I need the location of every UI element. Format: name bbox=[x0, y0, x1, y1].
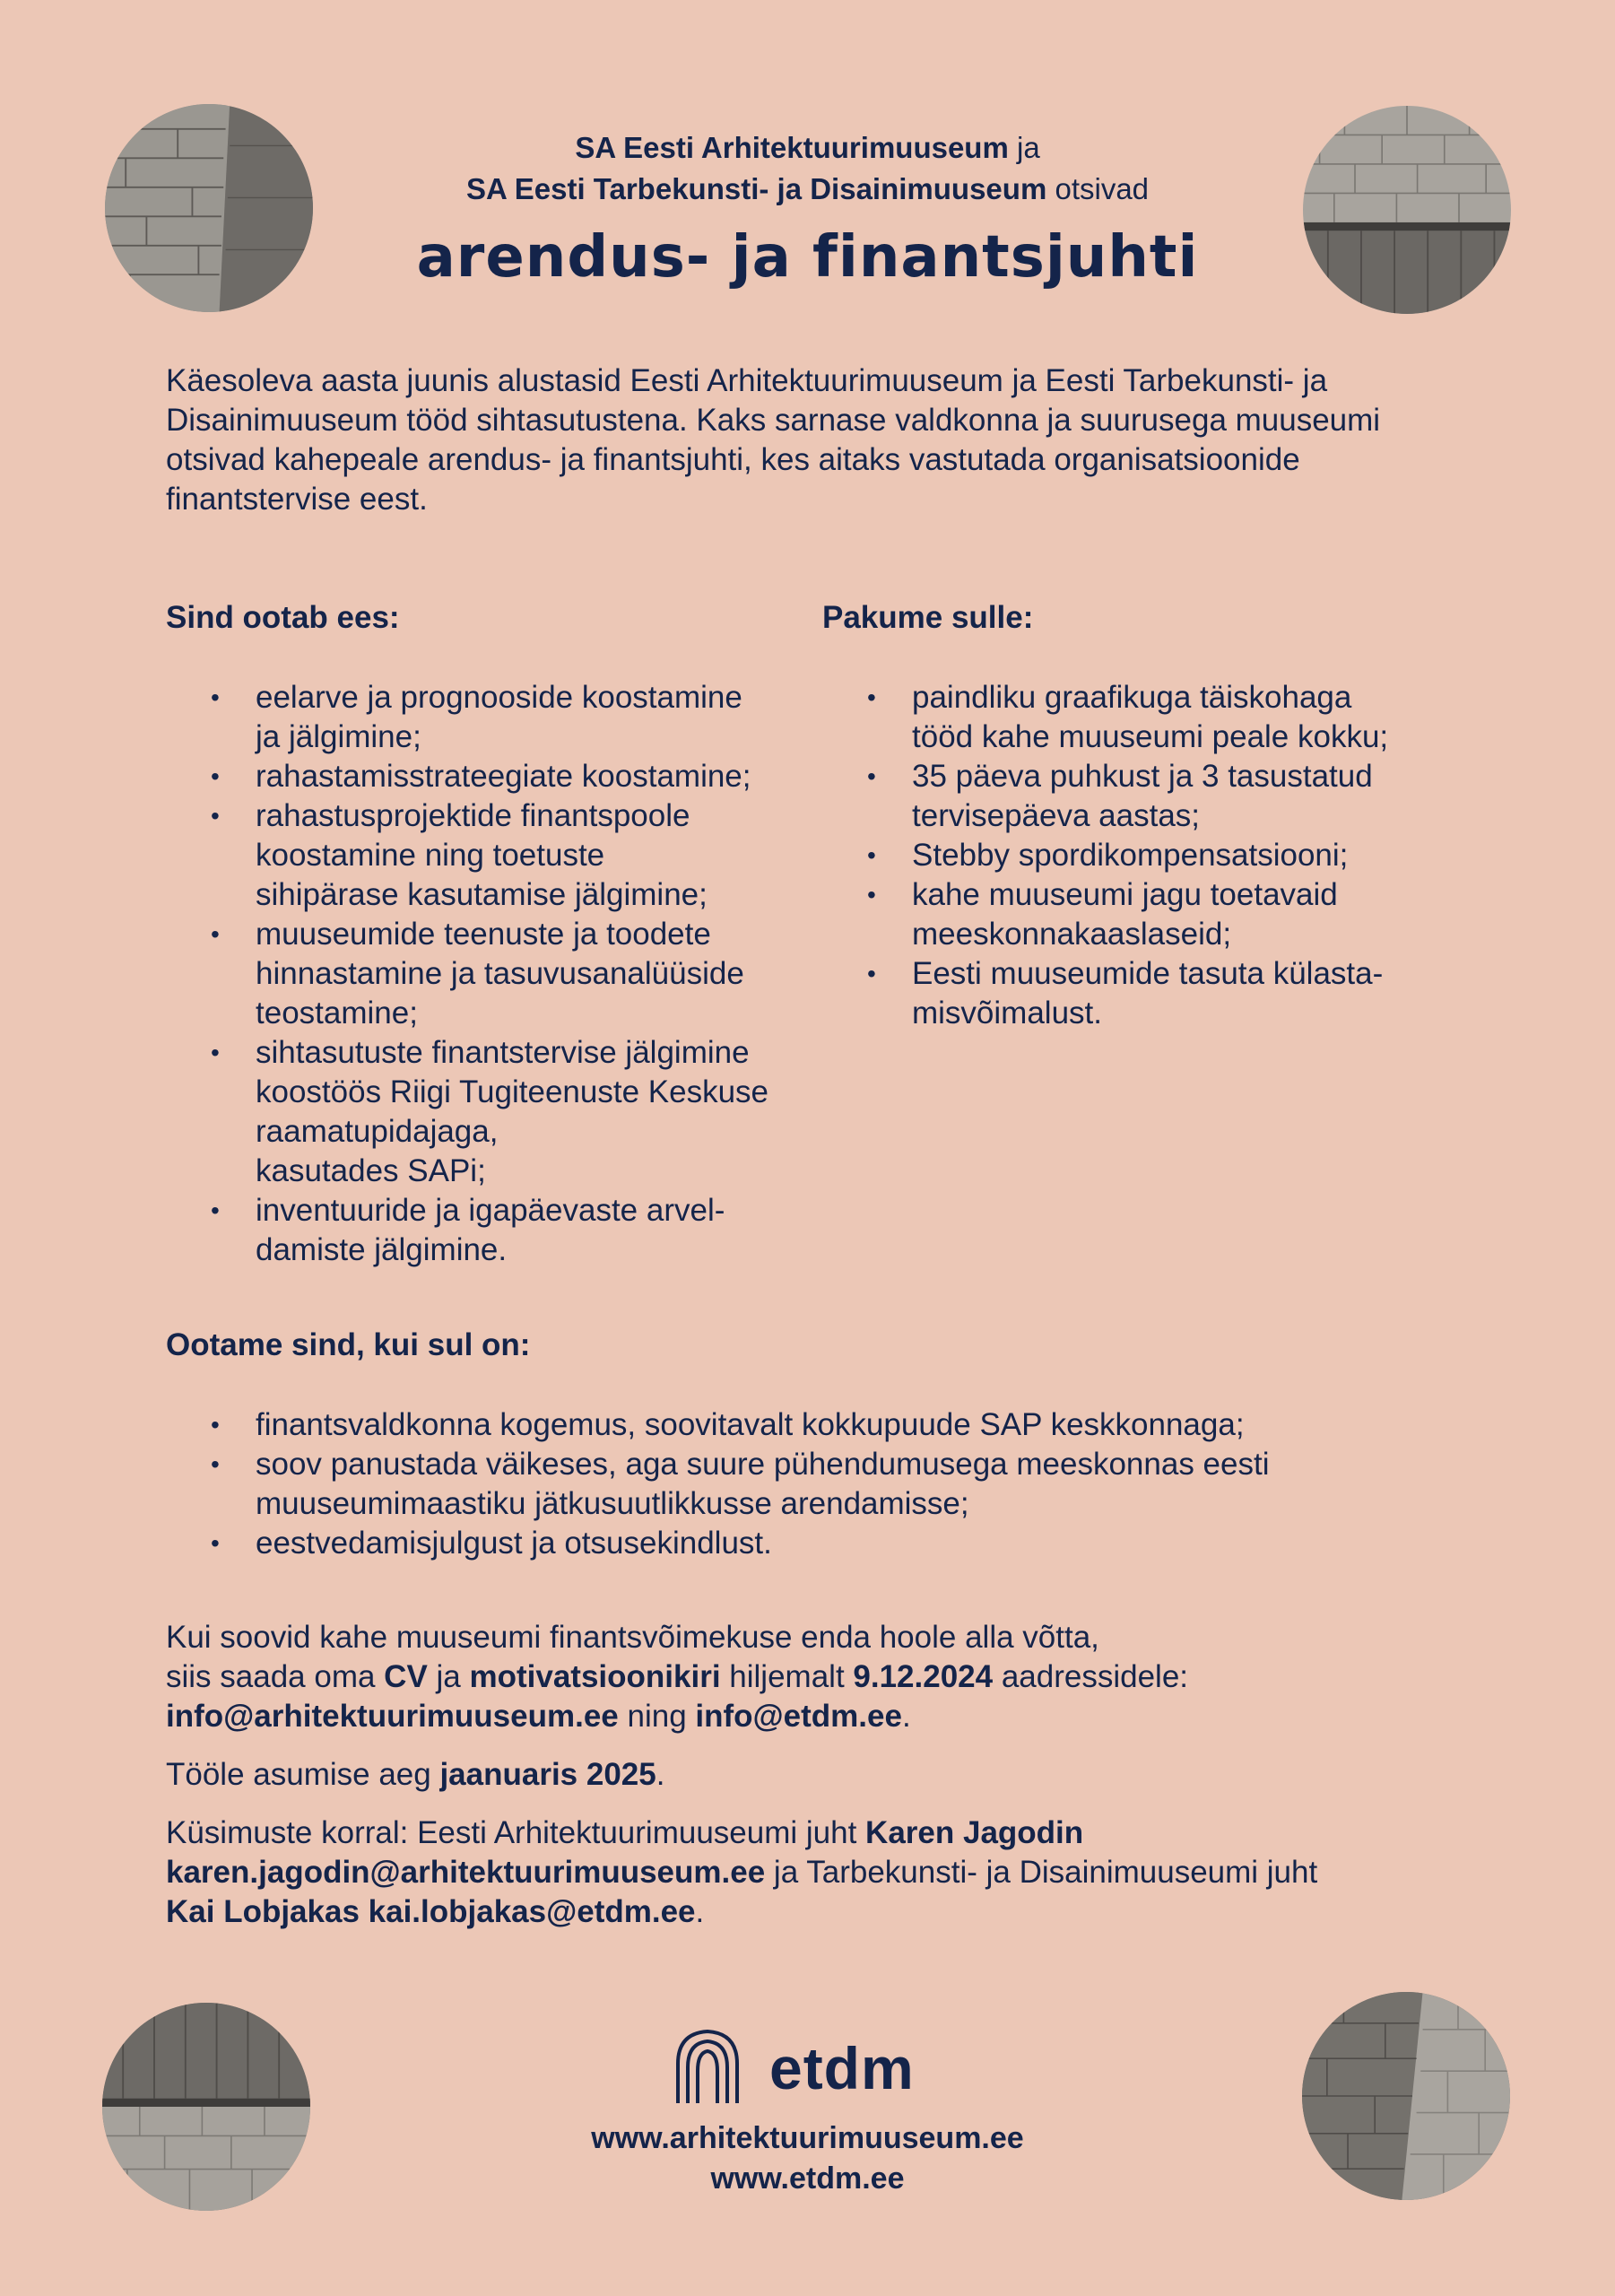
requirements-list bbox=[166, 1405, 1457, 1563]
contact-text: Küsimuste korral: Eesti Arhitektuurimuuseumi juht bbox=[166, 1815, 866, 1850]
offer-list bbox=[822, 678, 1468, 1033]
offer-title: Pakume sulle: bbox=[822, 600, 1034, 635]
header-line-2 bbox=[0, 169, 1615, 210]
url-link-etdm[interactable]: www.etdm.ee bbox=[710, 2161, 905, 2196]
duties-list bbox=[166, 678, 812, 1270]
arch-icon bbox=[674, 2028, 741, 2109]
header-conjunction: ja bbox=[1008, 131, 1040, 164]
start-date: jaanuaris 2025 bbox=[439, 1757, 656, 1792]
start-text: Tööle asumise aeg bbox=[166, 1757, 440, 1792]
contact-name-2: Kai Lobjakas bbox=[166, 1894, 360, 1929]
contact-email-link-1[interactable]: karen.jagodin@arhitektuurimuuseum.ee bbox=[166, 1855, 766, 1890]
logo-wordmark: etdm bbox=[769, 2035, 915, 2101]
list-item: • eelarve ja prognooside koostamine ja jälgimine; bbox=[166, 678, 812, 757]
apply-text: ja bbox=[427, 1659, 470, 1694]
email-link-arhitektuurimuuseum[interactable]: info@arhitektuurimuuseum.ee bbox=[166, 1699, 619, 1734]
apply-paragraph bbox=[166, 1618, 1457, 1736]
start-date-paragraph bbox=[166, 1755, 1457, 1795]
cv-label: CV bbox=[384, 1659, 428, 1694]
list-item: • kahe muuseumi jagu toetavaid meeskonnakaaslaseid; bbox=[822, 875, 1468, 954]
list-item: • eestvedamisjulgust ja otsusekindlust. bbox=[166, 1524, 1457, 1563]
list-item: • rahastusprojektide finantspoole koostamine ning toetuste sihipärase kasutamise jälgimine; bbox=[166, 796, 812, 915]
requirements-title: Ootame sind, kui sul on: bbox=[166, 1327, 531, 1362]
org-name-2: SA Eesti Tarbekunsti- ja Disainimuuseum bbox=[465, 172, 1047, 205]
contact-text: ja Tarbekunsti- ja Disainimuuseumi juht bbox=[765, 1855, 1318, 1890]
apply-text: hiljemalt bbox=[720, 1659, 854, 1694]
org-name-1: SA Eesti Arhitektuurimuuseum bbox=[575, 131, 1009, 164]
apply-text: Kui soovid kahe muuseumi finantsvõimekuse enda hoole alla võtta, bbox=[166, 1620, 1099, 1655]
header-verb: otsivad bbox=[1046, 172, 1150, 205]
start-text: . bbox=[656, 1757, 665, 1792]
apply-text: aadressidele: bbox=[993, 1659, 1189, 1694]
apply-text: . bbox=[901, 1699, 911, 1734]
list-item: • 35 päeva puhkust ja 3 tasustatud tervisepäeva aastas; bbox=[822, 757, 1468, 836]
list-item: • inventuuride ja igapäevaste arvel- damiste jälgimine. bbox=[166, 1191, 812, 1270]
contact-email-link-2[interactable]: kai.lobjakas@etdm.ee bbox=[368, 1894, 696, 1929]
contact-text bbox=[360, 1894, 369, 1929]
motivation-letter-label: motivatsioonikiri bbox=[469, 1659, 721, 1694]
list-item: • soov panustada väikeses, aga suure pühendumusega meeskonnas eesti muuseumimaastiku jätkusuutlikkusse arendamisse; bbox=[166, 1445, 1457, 1524]
list-item: • Stebby spordikompensatsiooni; bbox=[822, 836, 1468, 875]
contact-text: . bbox=[695, 1894, 705, 1929]
apply-text: siis saada oma bbox=[166, 1659, 385, 1694]
url-link-arhitektuurimuuseum[interactable]: www.arhitektuurimuuseum.ee bbox=[591, 2121, 1024, 2155]
footer-urls bbox=[0, 2118, 1615, 2199]
deadline-date: 9.12.2024 bbox=[853, 1659, 994, 1694]
contact-paragraph bbox=[166, 1813, 1457, 1932]
header bbox=[0, 127, 1615, 210]
apply-section bbox=[166, 1618, 1457, 1951]
requirements-section bbox=[166, 1326, 1457, 1563]
list-item: • muuseumide teenuste ja toodete hinnastamine ja tasuvusanalüüside teostamine; bbox=[166, 915, 812, 1033]
list-item: • Eesti muuseumide tasuta külasta- misvõimalust. bbox=[822, 954, 1468, 1033]
list-item: • paindliku graafikuga täiskohaga tööd kahe muuseumi peale kokku; bbox=[822, 678, 1468, 757]
duties-title: Sind ootab ees: bbox=[166, 600, 400, 635]
email-link-etdm[interactable]: info@etdm.ee bbox=[695, 1699, 902, 1734]
contact-name-1: Karen Jagodin bbox=[865, 1815, 1084, 1850]
list-item: • sihtasutuste finantstervise jälgimine koostöös Riigi Tugiteenuste Keskuse raamatupidajaga, kasutades SAPi; bbox=[166, 1033, 812, 1191]
list-item: • finantsvaldkonna kogemus, soovitavalt kokkupuude SAP keskkonnaga; bbox=[166, 1405, 1457, 1445]
list-item: • rahastamisstrateegiate koostamine; bbox=[166, 757, 812, 796]
etdm-logo bbox=[674, 2028, 915, 2109]
page-title: arendus- ja finantsjuhti bbox=[416, 224, 1199, 291]
intro-paragraph: Käesoleva aasta juunis alustasid Eesti Arhitektuurimuuseum ja Eesti Tarbekunsti- ja Disainimuuseum tööd sihtasutustena. Kaks sarnase valdkonna ja suurusega muuseumi otsivad kahepeale arendus- ja finantsjuhti, kes aitaks vastutada organisatsioonide finantstervise eest. bbox=[166, 363, 1381, 517]
header-line-1 bbox=[0, 127, 1615, 169]
apply-text: ning bbox=[618, 1699, 696, 1734]
offer-section bbox=[822, 598, 1468, 1033]
duties-section bbox=[166, 598, 812, 1270]
